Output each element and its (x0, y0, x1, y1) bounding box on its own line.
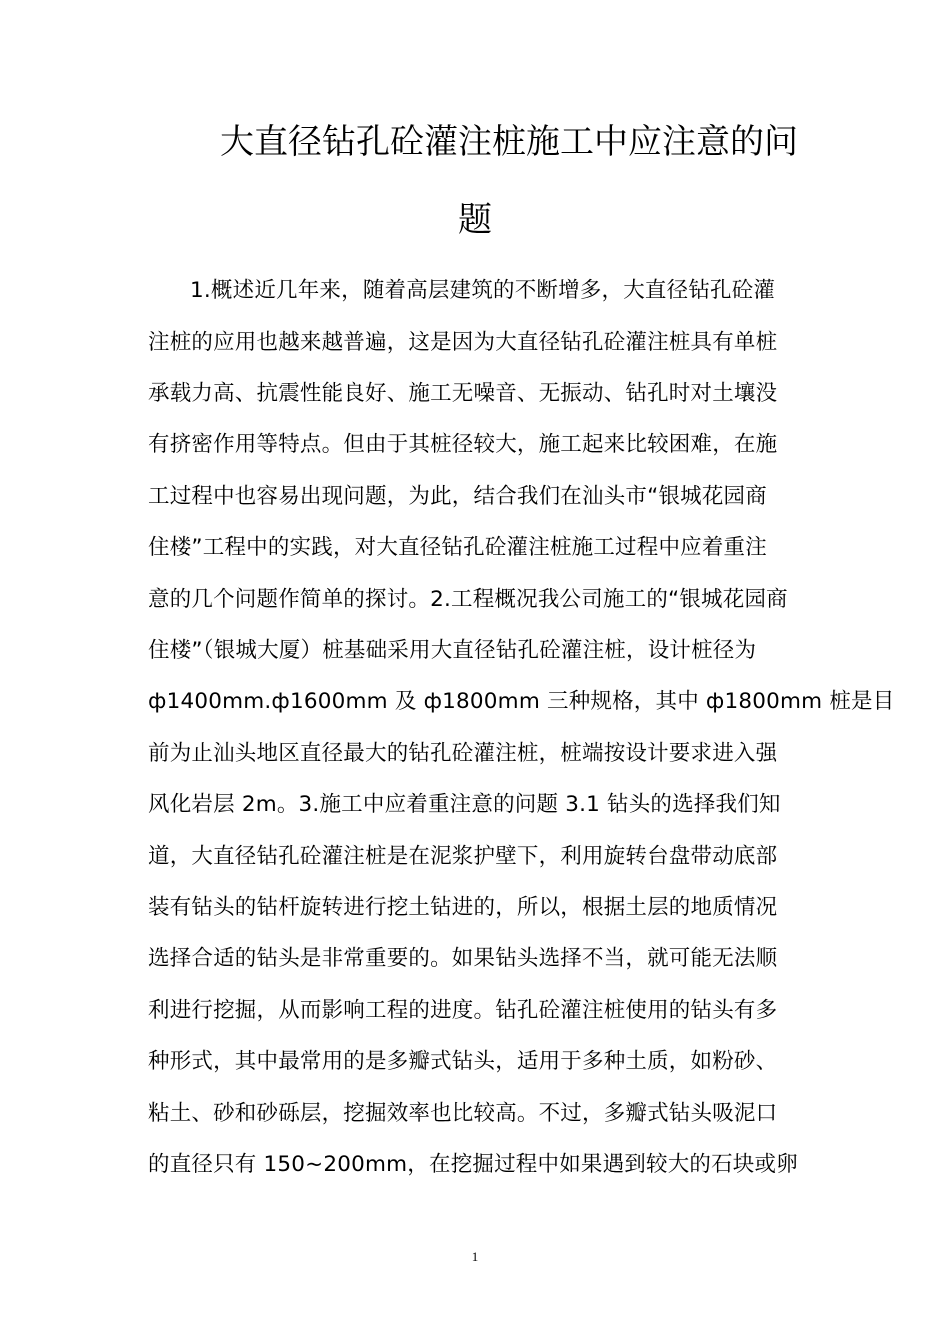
page-number: 1 (471, 1249, 479, 1264)
body-text-line: 住楼”（银城大厦）桩基础采用大直径钻孔砼灌注桩，设计桩径为 (148, 638, 757, 663)
body-text-line: 承载力高、抗震性能良好、施工无噪音、无振动、钻孔时对土壤没 (148, 381, 778, 406)
body-text-line: 种形式，其中最常用的是多瓣式钻头，适用于多种土质，如粉砂、 (148, 1049, 778, 1074)
body-text-line: 1.概述近几年来，随着高层建筑的不断增多，大直径钻孔砼灌 (190, 278, 776, 303)
body-text-line: 意的几个问题作简单的探讨。2.工程概况我公司施工的“银城花园商 (148, 587, 788, 612)
body-text-line: 利进行挖掘，从而影响工程的进度。钻孔砼灌注桩使用的钻头有多 (148, 998, 778, 1023)
body-text-line: 粘土、砂和砂砾层，挖掘效率也比较高。不过，多瓣式钻头吸泥口 (148, 1101, 778, 1126)
body-text-line: 选择合适的钻头是非常重要的。如果钻头选择不当，就可能无法顺 (148, 946, 778, 971)
body-text-line: 道，大直径钻孔砼灌注桩是在泥浆护壁下，利用旋转台盘带动底部 (148, 844, 778, 869)
body-text-line: ф1400mm.ф1600mm 及 ф1800mm 三种规格，其中 ф1800mm 桩是目 (148, 689, 895, 714)
body-text-line: 注桩的应用也越来越普遍，这是因为大直径钻孔砼灌注桩具有单桩 (148, 330, 778, 355)
body-text-line: 的直径只有 150~200mm，在挖掘过程中如果遇到较大的石块或卵 (148, 1152, 798, 1177)
document-title-line-2: 题 (458, 200, 492, 240)
body-text-line: 风化岩层 2m。3.施工中应着重注意的问题 3.1 钻头的选择我们知 (148, 792, 781, 817)
body-text-line: 工过程中也容易出现问题，为此，结合我们在汕头市“银城花园商 (148, 484, 767, 509)
body-text-line: 住楼”工程中的实践，对大直径钻孔砼灌注桩施工过程中应着重注 (148, 535, 767, 560)
document-title-line-1: 大直径钻孔砼灌注桩施工中应注意的问 (220, 122, 798, 162)
body-text-line: 装有钻头的钻杆旋转进行挖土钻进的，所以，根据土层的地质情况 (148, 895, 778, 920)
body-text-line: 前为止汕头地区直径最大的钻孔砼灌注桩，桩端按设计要求进入强 (148, 741, 778, 766)
body-text-line: 有挤密作用等特点。但由于其桩径较大，施工起来比较困难，在施 (148, 432, 778, 457)
